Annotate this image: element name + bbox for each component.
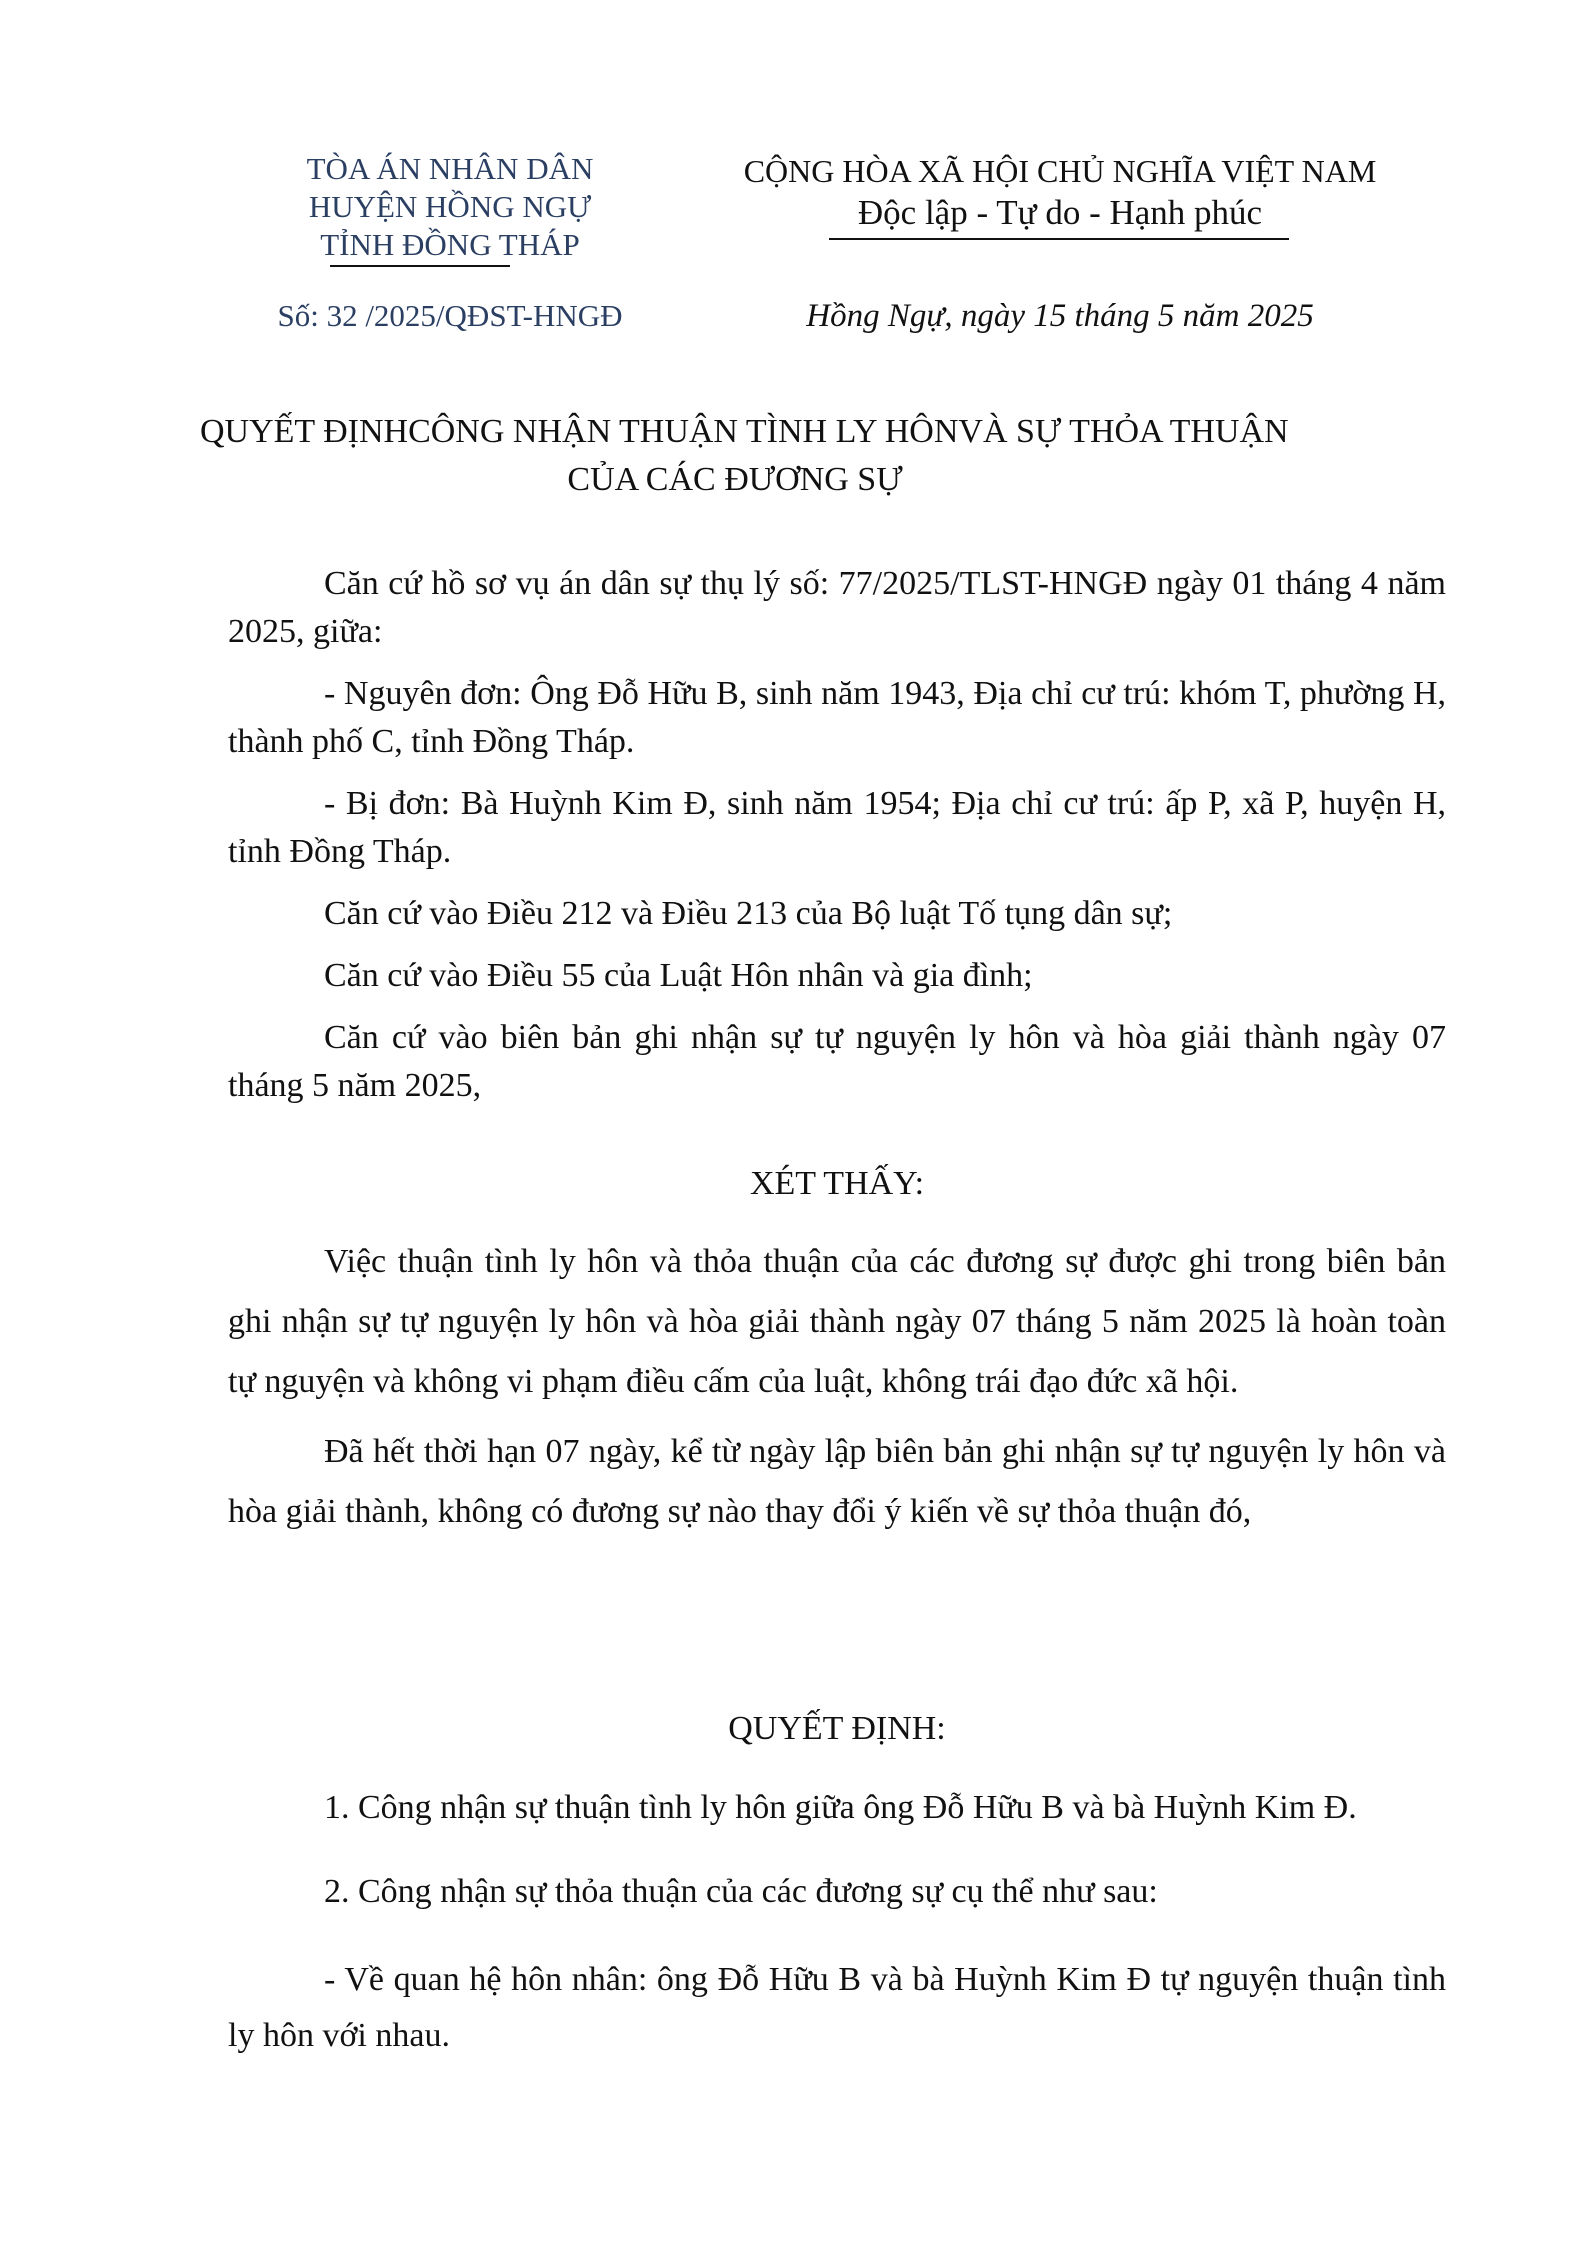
findings-heading: XÉT THẤY: bbox=[749, 1165, 925, 1202]
legal-basis bbox=[228, 560, 1446, 1110]
decision-number: Số: 32 /2025/QĐST-HNGĐ bbox=[277, 298, 623, 333]
basis-paragraph: Căn cứ vào Điều 55 của Luật Hôn nhân và gia đình; bbox=[324, 957, 1033, 994]
court-name-line: TÒA ÁN NHÂN DÂN bbox=[306, 151, 594, 186]
findings-paragraph: Việc thuận tình ly hôn và thỏa thuận của các đương sự được ghi trong biên bản ghi nhận sự tự nguyện ly hôn và hòa giải thành ngày 07 tháng 5 năm 2025 là hoàn toàn tự nguyện và không vi phạm điều cấm của luật, không trái đạo đức xã hội. bbox=[228, 1243, 1446, 1400]
decision-heading: QUYẾT ĐỊNH: bbox=[728, 1710, 946, 1747]
basis-paragraph: Căn cứ vào Điều 212 và Điều 213 của Bộ luật Tố tụng dân sự; bbox=[324, 895, 1173, 932]
title-line: QUYẾT ĐỊNHCÔNG NHẬN THUẬN TÌNH LY HÔNVÀ SỰ THỎA THUẬN bbox=[200, 413, 1289, 450]
decision-item: 2. Công nhận sự thỏa thuận của các đương sự cụ thể như sau: bbox=[324, 1873, 1158, 1910]
findings-paragraph: Đã hết thời hạn 07 ngày, kể từ ngày lập biên bản ghi nhận sự tự nguyện ly hôn và hòa giải thành, không có đương sự nào thay đổi ý kiến về sự thỏa thuận đó, bbox=[228, 1433, 1446, 1530]
place-and-date: Hồng Ngự, ngày 15 tháng 5 năm 2025 bbox=[806, 298, 1314, 334]
decision-section bbox=[228, 1784, 1446, 2064]
document-title bbox=[200, 408, 1289, 504]
court-name-line: TỈNH ĐỒNG THÁP bbox=[320, 227, 580, 262]
court-name-line: HUYỆN HỒNG NGỰ bbox=[308, 189, 592, 224]
decision-item: - Về quan hệ hôn nhân: ông Đỗ Hữu B và bà Huỳnh Kim Đ tự nguyện thuận tình ly hôn với nhau. bbox=[228, 1961, 1446, 2054]
national-motto: Độc lập - Tự do - Hạnh phúc bbox=[857, 193, 1263, 232]
motto-underline bbox=[829, 238, 1289, 240]
basis-paragraph: Căn cứ vào biên bản ghi nhận sự tự nguyện ly hôn và hòa giải thành ngày 07 tháng 5 năm 2025, bbox=[228, 1019, 1446, 1104]
plaintiff-paragraph: - Nguyên đơn: Ông Đỗ Hữu B, sinh năm 1943, Địa chỉ cư trú: khóm T, phường H, thành phố C, tỉnh Đồng Tháp. bbox=[228, 675, 1446, 760]
national-header bbox=[700, 150, 1420, 234]
basis-paragraph: Căn cứ hồ sơ vụ án dân sự thụ lý số: 77/2025/TLST-HNGĐ ngày 01 tháng 4 năm 2025, giữa: bbox=[228, 565, 1446, 650]
court-name bbox=[225, 150, 675, 264]
title-line: CỦA CÁC ĐƯƠNG SỰ bbox=[567, 461, 903, 498]
decision-item: 1. Công nhận sự thuận tình ly hôn giữa ông Đỗ Hữu B và bà Huỳnh Kim Đ. bbox=[324, 1789, 1357, 1826]
defendant-paragraph: - Bị đơn: Bà Huỳnh Kim Đ, sinh năm 1954; Địa chỉ cư trú: ấp P, xã P, huyện H, tỉnh Đồng Tháp. bbox=[228, 785, 1446, 870]
court-underline bbox=[330, 265, 510, 267]
country-name: CỘNG HÒA XÃ HỘI CHỦ NGHĨA VIỆT NAM bbox=[743, 153, 1377, 189]
findings-section bbox=[228, 1232, 1446, 1542]
